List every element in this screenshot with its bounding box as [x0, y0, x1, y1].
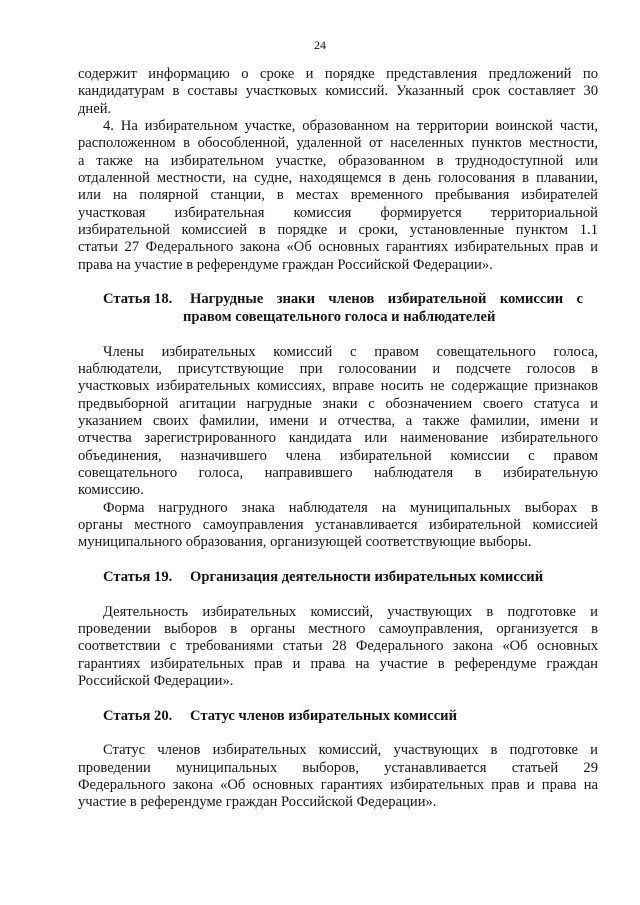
- article-number: Статья 18.: [103, 291, 173, 308]
- text-line: органы местного самоуправления устанавливается избирательной комиссией: [78, 516, 598, 533]
- paragraph: [78, 118, 598, 274]
- text-line: муниципального образования, организующей соответствующие выборы.: [78, 534, 532, 551]
- text-line: расположенном в обособленной, удаленной от населенных пунктов местности,: [78, 135, 598, 152]
- spacer: [78, 725, 598, 742]
- article-title: Организация деятельности избирательных комиссий: [190, 568, 544, 585]
- text-line: соответствии с требованиями статьи 28 Федерального закона «Об основных: [78, 638, 598, 655]
- text-line: дней.: [78, 100, 112, 117]
- text-line: совещательного голоса, направившего наблюдателя в избирательную: [78, 464, 598, 481]
- text-line: избирательной комиссией в порядке и сроки, установленные пунктом 1.1: [78, 222, 598, 239]
- article-title: Нагрудные знаки членов избирательной комиссии с: [190, 291, 583, 308]
- paragraph: [78, 344, 598, 500]
- text-line: участковая избирательная комиссия формируется территориальной: [78, 204, 598, 221]
- page-number: 24: [314, 38, 326, 52]
- spacer: [78, 586, 598, 603]
- text-line: наблюдатели, присутствующие при голосовании и подсчете голосов в: [78, 360, 598, 377]
- text-line: права на участие в референдуме граждан Российской Федерации».: [78, 256, 493, 273]
- paragraph: [78, 742, 598, 811]
- article-18-heading: [78, 291, 598, 326]
- article-title: Статус членов избирательных комиссий: [190, 707, 457, 724]
- text-line: участие в референдуме граждан Российской Федерации».: [78, 794, 437, 811]
- text-line: Форма нагрудного знака наблюдателя на муниципальных выборах в: [103, 499, 598, 516]
- text-line: комиссию.: [78, 482, 144, 499]
- text-line: Деятельность избирательных комиссий, участвующих в подготовке и: [103, 603, 598, 620]
- text-line: гарантиях избирательных прав и права на участие в референдуме граждан: [78, 655, 598, 672]
- text-line: участковых избирательных комиссиях, вправе носить не содержащие признаков: [78, 378, 598, 395]
- spacer: [78, 690, 598, 707]
- text-line: предвыборной агитации нагрудные знаки с обозначением своего статуса и: [78, 395, 598, 412]
- text-line: отдаленной местности, на судне, находящемся в день голосования в плавании,: [78, 170, 598, 187]
- text-line: Федерального закона «Об основных гарантиях избирательных прав и права на: [78, 777, 598, 794]
- text-line: Члены избирательных комиссий с правом совещательного голоса,: [103, 343, 598, 360]
- text-line: кандидатурам в составы участковых комиссий. Указанный срок составляет 30: [78, 83, 598, 100]
- text-line: объединения, назначившего члена избирательной комиссии с правом: [78, 447, 598, 464]
- text-line: статьи 27 Федерального закона «Об основных гарантиях избирательных прав и: [78, 239, 598, 256]
- text-line: указанием своих фамилии, имени и отчества, а также фамилии, имени и: [78, 412, 598, 429]
- text-line: Российской Федерации».: [78, 673, 234, 690]
- document-body: [78, 66, 598, 812]
- spacer: [78, 552, 598, 569]
- text-line: проведении муниципальных выборов, устанавливается статьей 29: [78, 759, 598, 776]
- spacer: [78, 326, 598, 343]
- text-line: проведении выборов в органы местного самоуправления, организуется в: [78, 621, 598, 637]
- paragraph: [78, 604, 598, 691]
- text-line: содержит информацию о сроке и порядке представления предложений по: [78, 66, 598, 82]
- text-line: Статус членов избирательных комиссий, участвующих в подготовке и: [103, 742, 598, 759]
- article-number: Статья 20.: [103, 707, 173, 724]
- article-19-heading: [78, 569, 598, 586]
- article-number: Статья 19.: [103, 568, 173, 585]
- paragraph: [78, 500, 598, 552]
- article-title-continuation: правом совещательного голоса и наблюдателей: [183, 308, 496, 325]
- spacer: [78, 274, 598, 291]
- text-line: а также на избирательном участке, образованном в труднодоступной или: [78, 152, 598, 169]
- article-20-heading: [78, 708, 598, 725]
- text-line: отчества зарегистрированного кандидата или наименование избирательного: [78, 430, 598, 447]
- text-line: 4. На избирательном участке, образованном на территории воинской части,: [103, 118, 598, 135]
- text-line: или на полярной станции, в местах временного пребывания избирателей: [78, 187, 598, 204]
- paragraph: [78, 66, 598, 118]
